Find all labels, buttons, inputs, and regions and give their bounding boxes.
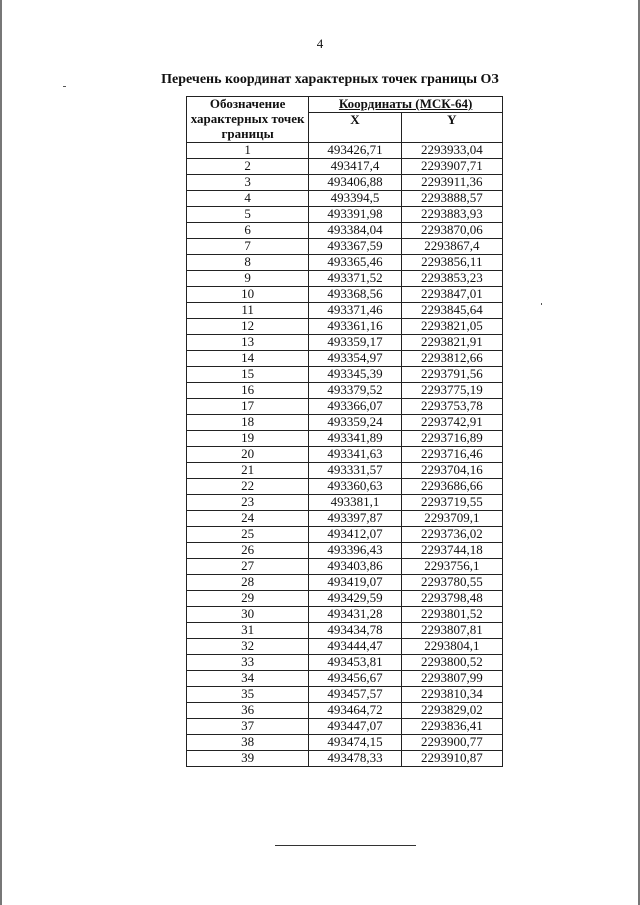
cell-point-number: 37 <box>187 719 309 735</box>
table-row <box>187 399 503 415</box>
table-row <box>187 367 503 383</box>
cell-x: 493359,24 <box>309 415 401 431</box>
cell-point-number: 36 <box>187 703 309 719</box>
table-row <box>187 703 503 719</box>
table-row <box>187 543 503 559</box>
cell-y: 2293756,1 <box>401 559 502 575</box>
cell-x: 493371,52 <box>309 271 401 287</box>
cell-point-number: 26 <box>187 543 309 559</box>
cell-x: 493341,89 <box>309 431 401 447</box>
scan-edge-left <box>0 0 2 905</box>
cell-x: 493341,63 <box>309 447 401 463</box>
table-row <box>187 351 503 367</box>
table-row <box>187 495 503 511</box>
cell-point-number: 24 <box>187 511 309 527</box>
cell-point-number: 10 <box>187 287 309 303</box>
header-coordinates: Координаты (МСК-64) <box>309 97 503 113</box>
cell-y: 2293798,48 <box>401 591 502 607</box>
scan-speck <box>541 303 542 305</box>
table-row <box>187 143 503 159</box>
cell-y: 2293907,71 <box>401 159 502 175</box>
table-row <box>187 191 503 207</box>
cell-y: 2293911,36 <box>401 175 502 191</box>
table-header <box>187 97 503 143</box>
cell-x: 493331,57 <box>309 463 401 479</box>
cell-point-number: 38 <box>187 735 309 751</box>
cell-x: 493366,07 <box>309 399 401 415</box>
cell-point-number: 31 <box>187 623 309 639</box>
cell-x: 493444,47 <box>309 639 401 655</box>
cell-point-number: 32 <box>187 639 309 655</box>
cell-y: 2293716,89 <box>401 431 502 447</box>
cell-x: 493360,63 <box>309 479 401 495</box>
cell-point-number: 4 <box>187 191 309 207</box>
cell-point-number: 7 <box>187 239 309 255</box>
cell-point-number: 6 <box>187 223 309 239</box>
cell-y: 2293883,93 <box>401 207 502 223</box>
cell-point-number: 27 <box>187 559 309 575</box>
cell-y: 2293829,02 <box>401 703 502 719</box>
cell-y: 2293775,19 <box>401 383 502 399</box>
cell-y: 2293867,4 <box>401 239 502 255</box>
cell-point-number: 23 <box>187 495 309 511</box>
table-row <box>187 671 503 687</box>
cell-x: 493384,04 <box>309 223 401 239</box>
footer-rule <box>275 845 416 846</box>
cell-y: 2293847,01 <box>401 287 502 303</box>
table-row <box>187 575 503 591</box>
cell-point-number: 13 <box>187 335 309 351</box>
table-row <box>187 415 503 431</box>
cell-point-number: 9 <box>187 271 309 287</box>
cell-x: 493391,98 <box>309 207 401 223</box>
cell-y: 2293900,77 <box>401 735 502 751</box>
cell-y: 2293800,52 <box>401 655 502 671</box>
cell-point-number: 8 <box>187 255 309 271</box>
cell-y: 2293807,99 <box>401 671 502 687</box>
cell-point-number: 29 <box>187 591 309 607</box>
cell-y: 2293821,05 <box>401 319 502 335</box>
cell-x: 493431,28 <box>309 607 401 623</box>
cell-point-number: 18 <box>187 415 309 431</box>
cell-y: 2293736,02 <box>401 527 502 543</box>
cell-y: 2293709,1 <box>401 511 502 527</box>
table-row <box>187 479 503 495</box>
table-row <box>187 271 503 287</box>
cell-y: 2293801,52 <box>401 607 502 623</box>
table-row <box>187 431 503 447</box>
cell-point-number: 3 <box>187 175 309 191</box>
page-number: 4 <box>316 36 324 51</box>
cell-point-number: 35 <box>187 687 309 703</box>
table-row <box>187 383 503 399</box>
header-y: Y <box>401 113 502 143</box>
cell-point-number: 1 <box>187 143 309 159</box>
table-row <box>187 527 503 543</box>
cell-point-number: 19 <box>187 431 309 447</box>
cell-x: 493426,71 <box>309 143 401 159</box>
table-row <box>187 559 503 575</box>
table-row <box>187 159 503 175</box>
cell-y: 2293753,78 <box>401 399 502 415</box>
cell-y: 2293821,91 <box>401 335 502 351</box>
table-row <box>187 175 503 191</box>
cell-x: 493381,1 <box>309 495 401 511</box>
cell-point-number: 17 <box>187 399 309 415</box>
cell-y: 2293845,64 <box>401 303 502 319</box>
cell-x: 493478,33 <box>309 751 401 767</box>
table-row <box>187 207 503 223</box>
cell-y: 2293910,87 <box>401 751 502 767</box>
cell-y: 2293744,18 <box>401 543 502 559</box>
cell-point-number: 20 <box>187 447 309 463</box>
cell-x: 493434,78 <box>309 623 401 639</box>
cell-x: 493359,17 <box>309 335 401 351</box>
cell-x: 493354,97 <box>309 351 401 367</box>
table-row <box>187 287 503 303</box>
document-title: Перечень координат характерных точек границы ОЗ <box>161 72 499 87</box>
cell-x: 493368,56 <box>309 287 401 303</box>
table-row <box>187 511 503 527</box>
table-body <box>187 143 503 767</box>
cell-point-number: 28 <box>187 575 309 591</box>
cell-x: 493419,07 <box>309 575 401 591</box>
cell-y: 2293780,55 <box>401 575 502 591</box>
cell-y: 2293836,41 <box>401 719 502 735</box>
cell-x: 493417,4 <box>309 159 401 175</box>
cell-x: 493447,07 <box>309 719 401 735</box>
cell-x: 493412,07 <box>309 527 401 543</box>
coordinates-table <box>186 96 503 767</box>
cell-y: 2293742,91 <box>401 415 502 431</box>
cell-x: 493397,87 <box>309 511 401 527</box>
cell-y: 2293686,66 <box>401 479 502 495</box>
cell-x: 493403,86 <box>309 559 401 575</box>
table-row <box>187 735 503 751</box>
cell-point-number: 22 <box>187 479 309 495</box>
cell-x: 493474,15 <box>309 735 401 751</box>
cell-x: 493429,59 <box>309 591 401 607</box>
cell-point-number: 30 <box>187 607 309 623</box>
table-row <box>187 463 503 479</box>
table-row <box>187 719 503 735</box>
table-row <box>187 319 503 335</box>
cell-point-number: 33 <box>187 655 309 671</box>
cell-x: 493379,52 <box>309 383 401 399</box>
table-row <box>187 255 503 271</box>
table-row <box>187 623 503 639</box>
cell-y: 2293933,04 <box>401 143 502 159</box>
cell-x: 493371,46 <box>309 303 401 319</box>
cell-x: 493453,81 <box>309 655 401 671</box>
header-point-designation: Обозначение характерных точек границы <box>187 97 309 143</box>
cell-point-number: 15 <box>187 367 309 383</box>
cell-point-number: 34 <box>187 671 309 687</box>
cell-y: 2293807,81 <box>401 623 502 639</box>
cell-y: 2293791,56 <box>401 367 502 383</box>
table-row <box>187 639 503 655</box>
cell-y: 2293716,46 <box>401 447 502 463</box>
cell-x: 493365,46 <box>309 255 401 271</box>
cell-y: 2293812,66 <box>401 351 502 367</box>
header-x: X <box>309 113 401 143</box>
cell-x: 493406,88 <box>309 175 401 191</box>
cell-x: 493361,16 <box>309 319 401 335</box>
cell-x: 493367,59 <box>309 239 401 255</box>
cell-y: 2293804,1 <box>401 639 502 655</box>
cell-x: 493457,57 <box>309 687 401 703</box>
cell-y: 2293704,16 <box>401 463 502 479</box>
cell-y: 2293870,06 <box>401 223 502 239</box>
cell-point-number: 5 <box>187 207 309 223</box>
cell-point-number: 16 <box>187 383 309 399</box>
cell-point-number: 14 <box>187 351 309 367</box>
cell-point-number: 21 <box>187 463 309 479</box>
table-row <box>187 447 503 463</box>
cell-x: 493394,5 <box>309 191 401 207</box>
cell-y: 2293853,23 <box>401 271 502 287</box>
cell-point-number: 2 <box>187 159 309 175</box>
cell-y: 2293810,34 <box>401 687 502 703</box>
cell-point-number: 25 <box>187 527 309 543</box>
cell-x: 493464,72 <box>309 703 401 719</box>
table-row <box>187 335 503 351</box>
cell-y: 2293856,11 <box>401 255 502 271</box>
cell-point-number: 12 <box>187 319 309 335</box>
table-row <box>187 607 503 623</box>
cell-y: 2293888,57 <box>401 191 502 207</box>
table-row <box>187 591 503 607</box>
table-row <box>187 687 503 703</box>
cell-x: 493456,67 <box>309 671 401 687</box>
table-row <box>187 751 503 767</box>
cell-x: 493345,39 <box>309 367 401 383</box>
cell-x: 493396,43 <box>309 543 401 559</box>
table-row <box>187 239 503 255</box>
table-row <box>187 655 503 671</box>
cell-point-number: 11 <box>187 303 309 319</box>
cell-point-number: 39 <box>187 751 309 767</box>
cell-y: 2293719,55 <box>401 495 502 511</box>
table-row <box>187 223 503 239</box>
table-row <box>187 303 503 319</box>
